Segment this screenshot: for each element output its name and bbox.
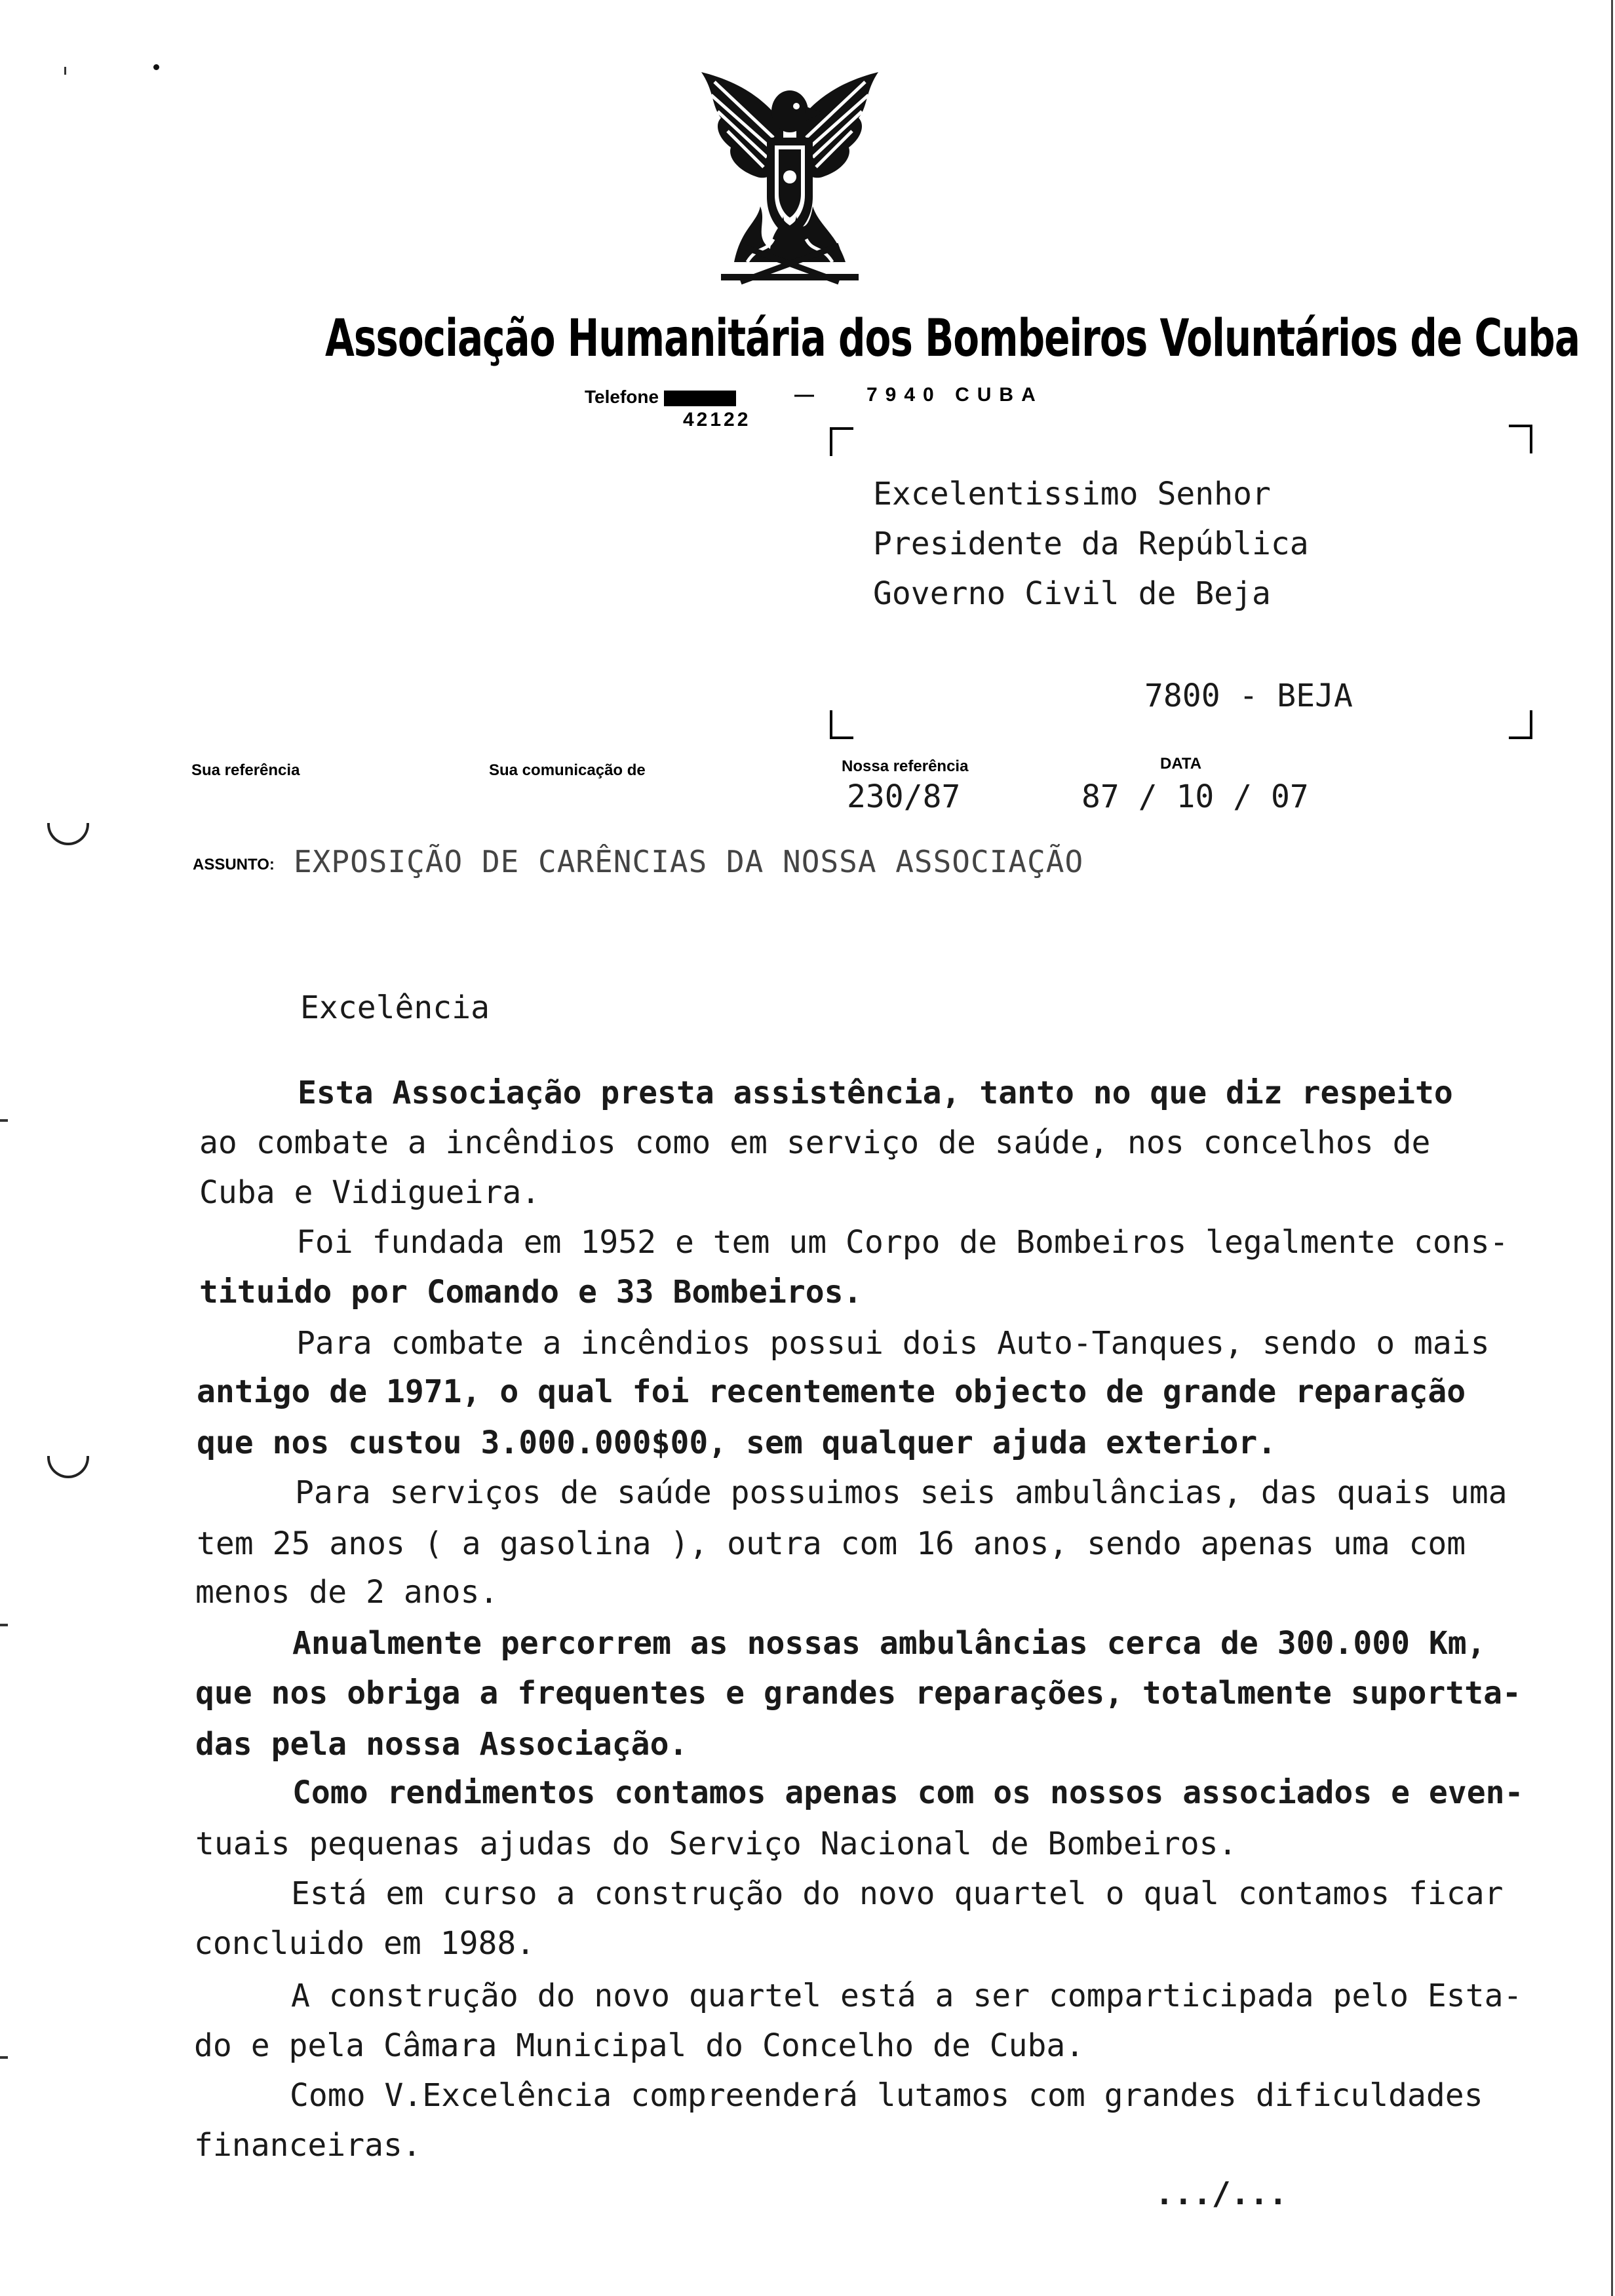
body-line: Como V.Excelência compreenderá lutamos com grandes dificuldades bbox=[290, 2077, 1483, 2114]
right-edge-line bbox=[1611, 0, 1613, 2296]
data-label: DATA bbox=[1160, 755, 1202, 773]
city-code: 7940 CUBA bbox=[866, 384, 1043, 406]
binder-hole-bottom bbox=[47, 1456, 89, 1478]
body-line: Como rendimentos contamos apenas com os nossos associados e even- bbox=[292, 1774, 1524, 1811]
recipient-line-1: Excelentissimo Senhor bbox=[873, 476, 1271, 512]
margin-tick bbox=[0, 2056, 8, 2059]
body-line: Esta Associação presta assistência, tanto no que diz respeito bbox=[298, 1075, 1453, 1111]
sua-referencia-label: Sua referência bbox=[191, 761, 300, 779]
recipient-postal: 7800 - BEJA bbox=[1144, 678, 1353, 714]
margin-tick bbox=[0, 1624, 8, 1626]
body-line: tuais pequenas ajudas do Serviço Nacional de Bombeiros. bbox=[195, 1826, 1237, 1862]
phone-label bbox=[585, 387, 736, 408]
recipient-line-2: Presidente da República bbox=[873, 526, 1309, 562]
corner-speck bbox=[64, 67, 66, 75]
body-line: Para combate a incêndios possui dois Auto-Tanques, sendo o mais bbox=[296, 1325, 1490, 1362]
body-line: Anualmente percorrem as nossas ambulâncias cerca de 300.000 Km, bbox=[292, 1625, 1486, 1662]
redaction-bar bbox=[664, 391, 736, 406]
nossa-referencia-value: 230/87 bbox=[847, 778, 961, 815]
continuation-mark: .../... bbox=[1155, 2175, 1288, 2212]
body-line: Cuba e Vidigueira. bbox=[199, 1174, 541, 1211]
body-line: Foi fundada em 1952 e tem um Corpo de Bombeiros legalmente cons- bbox=[296, 1224, 1509, 1261]
address-corner-top-left bbox=[830, 427, 853, 456]
organization-name: Associação Humanitária dos Bombeiros Voluntários de Cuba bbox=[325, 308, 1580, 368]
body-line: que nos custou 3.000.000$00, sem qualquer ajuda exterior. bbox=[197, 1425, 1277, 1461]
sua-comunicacao-label: Sua comunicação de bbox=[489, 761, 646, 779]
margin-tick bbox=[0, 1119, 8, 1122]
phone-number: 42122 bbox=[683, 409, 751, 430]
recipient-line-3: Governo Civil de Beja bbox=[873, 575, 1271, 612]
subject-label: ASSUNTO: bbox=[193, 856, 275, 873]
salutation: Excelência bbox=[300, 989, 490, 1026]
eagle-emblem-icon bbox=[695, 66, 885, 288]
nossa-referencia-label: Nossa referência bbox=[842, 757, 969, 775]
header-dash: — bbox=[794, 384, 817, 406]
body-line: financeiras. bbox=[194, 2127, 421, 2164]
body-line: concluido em 1988. bbox=[194, 1925, 535, 1962]
date-value: 87 / 10 / 07 bbox=[1081, 778, 1309, 815]
body-line: tem 25 anos ( a gasolina ), outra com 16 anos, sendo apenas uma com bbox=[197, 1525, 1466, 1562]
address-corner-bottom-right bbox=[1509, 710, 1532, 739]
corner-speck bbox=[153, 64, 159, 70]
body-line: do e pela Câmara Municipal do Concelho de Cuba. bbox=[194, 2027, 1085, 2064]
body-line: tituido por Comando e 33 Bombeiros. bbox=[199, 1274, 863, 1311]
address-corner-top-right bbox=[1509, 425, 1532, 453]
binder-hole-top bbox=[47, 823, 89, 845]
subject-text: EXPOSIÇÃO DE CARÊNCIAS DA NOSSA ASSOCIAÇÃO bbox=[294, 844, 1084, 879]
body-line: ao combate a incêndios como em serviço de saúde, nos concelhos de bbox=[199, 1124, 1431, 1161]
body-line: menos de 2 anos. bbox=[195, 1574, 499, 1611]
body-line: das pela nossa Associação. bbox=[195, 1726, 688, 1763]
phone-label-text: Telefone bbox=[585, 387, 659, 407]
body-line: Para serviços de saúde possuimos seis ambulâncias, das quais uma bbox=[295, 1474, 1508, 1511]
body-line: A construção do novo quartel está a ser comparticipada pelo Esta- bbox=[291, 1978, 1523, 2014]
address-corner-bottom-left bbox=[830, 710, 853, 739]
body-line: que nos obriga a frequentes e grandes reparações, totalmente suportta- bbox=[195, 1675, 1521, 1712]
body-line: Está em curso a construção do novo quartel o qual contamos ficar bbox=[291, 1875, 1504, 1912]
body-line: antigo de 1971, o qual foi recentemente objecto de grande reparação bbox=[197, 1373, 1466, 1410]
